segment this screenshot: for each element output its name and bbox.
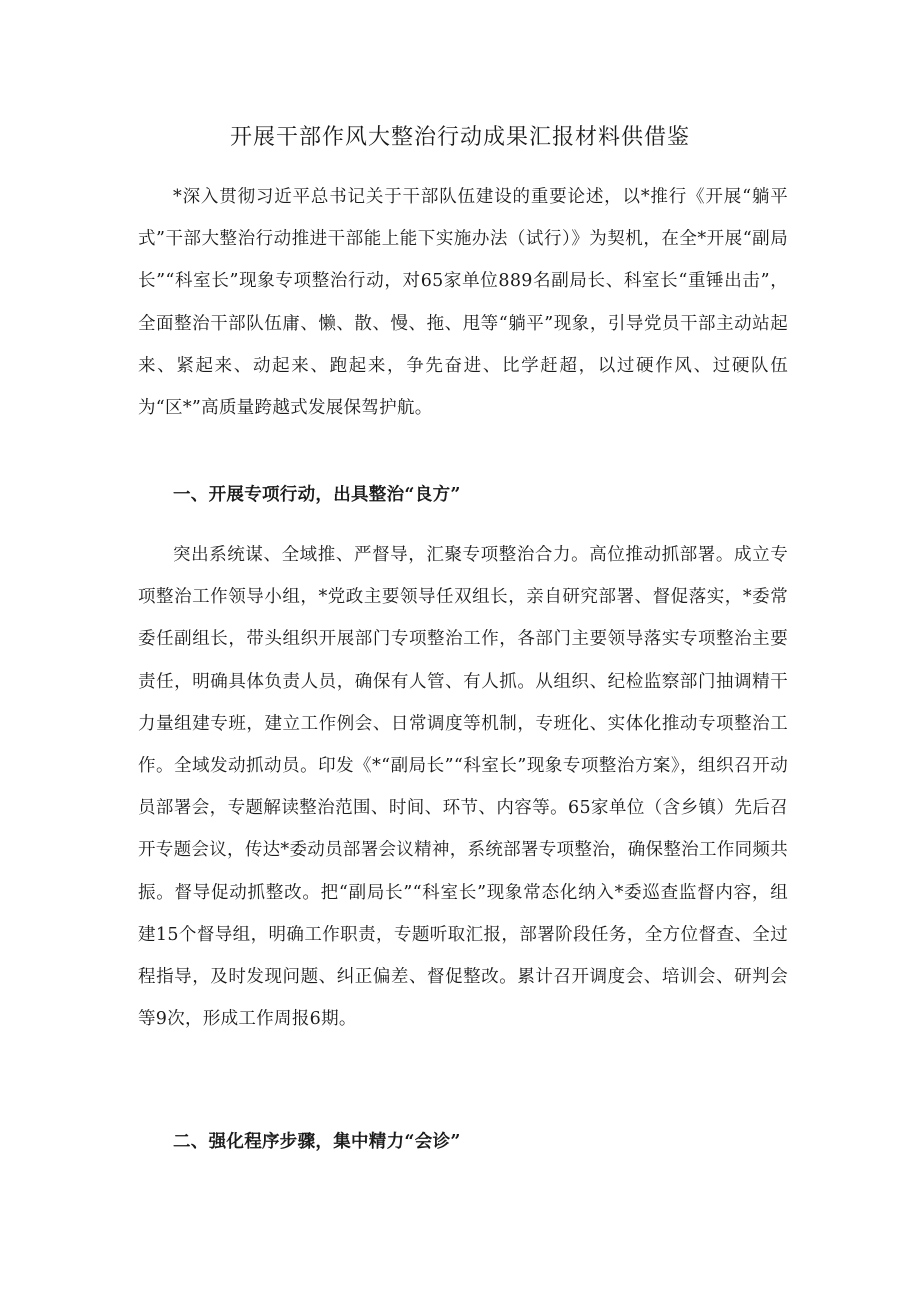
section-1-heading: 一、开展专项行动，出具整治“良方” bbox=[173, 485, 461, 505]
section-2-heading: 二、强化程序步骤，集中精力“会诊” bbox=[173, 1132, 461, 1152]
document-title: 开展干部作风大整治行动成果汇报材料供借鉴 bbox=[229, 125, 690, 150]
intro-paragraph: *深入贯彻习近平总书记关于干部队伍建设的重要论述，以*推行《开展“躺平式”干部大整治行动推进干部能上能下实施办法（试行）》为契机，在全*开展“副局长”“科室长”现象专项整治行动，对65家单位889名副局长、科室长“重锤出击”，全面整治干部队伍庸、懒、散、慢、拖、甩等“躺平”现象，引导党员干部主动站起来、紧起来、动起来、跑起来，争先奋进、比学赶超，以过硬作风、过硬队伍为“区*”高质量跨越式发展保驾护航。 bbox=[138, 187, 788, 419]
section-1-body: 突出系统谋、全域推、严督导，汇聚专项整治合力。高位推动抓部署。成立专项整治工作领导小组，*党政主要领导任双组长，亲自研究部署、督促落实，*委常委任副组长，带头组织开展部门专项整治工作，各部门主要领导落实专项整治主要责任，明确具体负责人员，确保有人管、有人抓。从组织、纪检监察部门抽调精干力量组建专班，建立工作例会、日常调度等机制，专班化、实体化推动专项整治工作。全域发动抓动员。印发《*“副局长”“科室长”现象专项整治方案》，组织召开动员部署会，专题解读整治范围、时间、环节、内容等。65家单位（含乡镇）先后召开专题会议，传达*委动员部署会议精神，系统部署专项整治，确保整治工作同频共振。督导促动抓整改。把“副局长”“科室长”现象常态化纳入*委巡查监督内容，组建15个督导组，明确工作职责，专题听取汇报，部署阶段任务，全方位督查、全过程指导，及时发现问题、纠正偏差、督促整改。累计召开调度会、培训会、研判会等9次，形成工作周报6期。 bbox=[138, 545, 788, 1030]
